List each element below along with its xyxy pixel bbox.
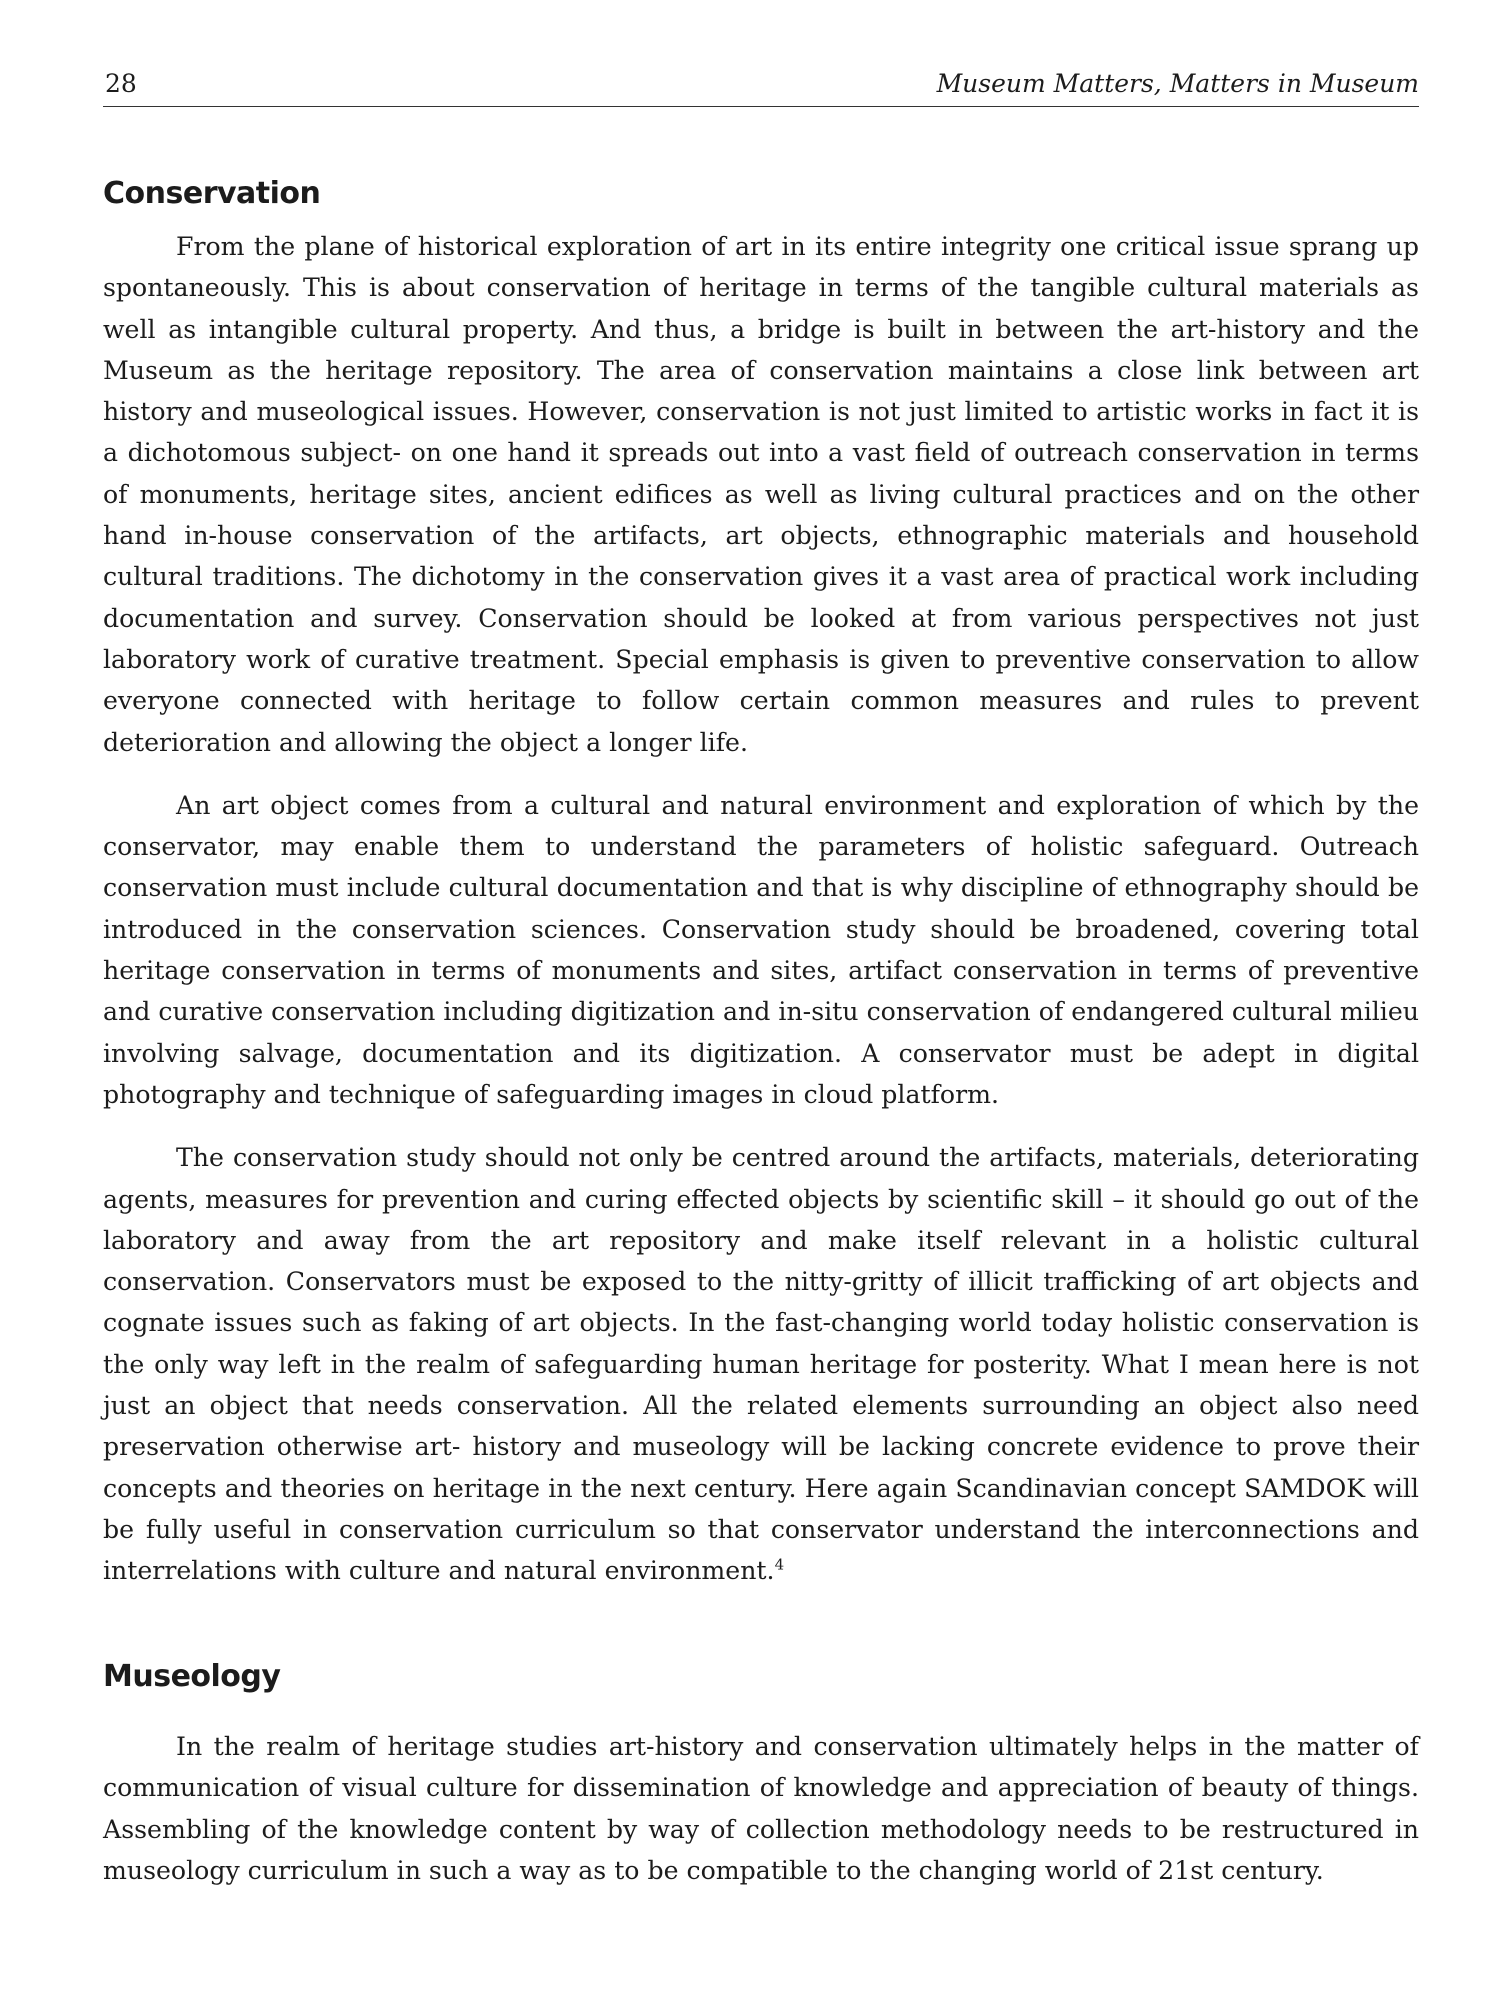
paragraph [103, 1137, 1419, 1591]
document-page [103, 62, 1419, 1885]
page-number: 28 [105, 69, 137, 98]
paragraph: From the plane of historical exploration of art in its entire integrity one critical issue sprang up spontaneously. This is about conservation of heritage in terms of the tangible cultural materials as well as intangible cultural property. And thus, a bridge is built in between the art-history and the Museum as the heritage repository. The area of conservation maintains a close link between art history and museological issues. However, conservation is not just limited to artistic works in fact it is a dichotomous subject- on one hand it spreads out into a vast field of outreach conservation in terms of monuments, heritage sites, ancient edifices as well as living cultural practices and on the other hand in-house conservation of the artifacts, art objects, ethnographic materials and household cultural traditions. The dichotomy in the conservation gives it a vast area of practical work including documentation and survey. Conservation should be looked at from various perspectives not just laboratory work of curative treatment. Special emphasis is given to preventive conservation to allow everyone connected with heritage to follow certain common measures and rules to prevent deterioration and allowing the object a longer life. [103, 232, 1419, 757]
section-museology-body [103, 1726, 1419, 1891]
footnote-reference[interactable]: 4 [774, 1555, 785, 1574]
book-title: Museum Matters, Matters in Museum [936, 69, 1419, 98]
section-heading-museology: Museology [103, 1659, 281, 1694]
section-heading-conservation: Conservation [103, 176, 321, 211]
section-conservation-body [103, 226, 1419, 1614]
paragraph-text: The conservation study should not only be centred around the artifacts, materials, deteriorating agents, measures for prevention and curing effected objects by scientific skill – it should go out of the laboratory and away from the art repository and make itself relevant in a holistic cultural conservation. Conservators must be exposed to the nitty-gritty of illicit trafficking of art objects and cognate issues such as faking of art objects. In the fast-changing world today holistic conservation is the only way left in the realm of safeguarding human heritage for posterity. What I mean here is not just an object that needs conservation. All the related elements surrounding an object also need preservation otherwise art- history and museology will be lacking concrete evidence to prove their concepts and theories on heritage in the next century. Here again Scandinavian concept SAMDOK will be fully useful in conservation curriculum so that conservator understand the interconnections and interrelations with culture and natural environment. [103, 1143, 1419, 1586]
paragraph: In the realm of heritage studies art-history and conservation ultimately helps in the matter of communication of visual culture for dissemination of knowledge and appreciation of beauty of things. Assembling of the knowledge content by way of collection methodology needs to be restructured in museology curriculum in such a way as to be compatible to the changing world of 21st century. [103, 1732, 1419, 1885]
paragraph: An art object comes from a cultural and natural environment and exploration of which by the conservator, may enable them to understand the parameters of holistic safeguard. Outreach conservation must include cultural documentation and that is why discipline of ethnography should be introduced in the conservation sciences. Conservation study should be broadened, covering total heritage conservation in terms of monuments and sites, artifact conservation in terms of preventive and curative conservation including digitization and in-situ conservation of endangered cultural milieu involving salvage, documentation and its digitization. A conservator must be adept in digital photography and technique of safeguarding images in cloud platform. [103, 790, 1419, 1109]
running-header [103, 62, 1419, 107]
